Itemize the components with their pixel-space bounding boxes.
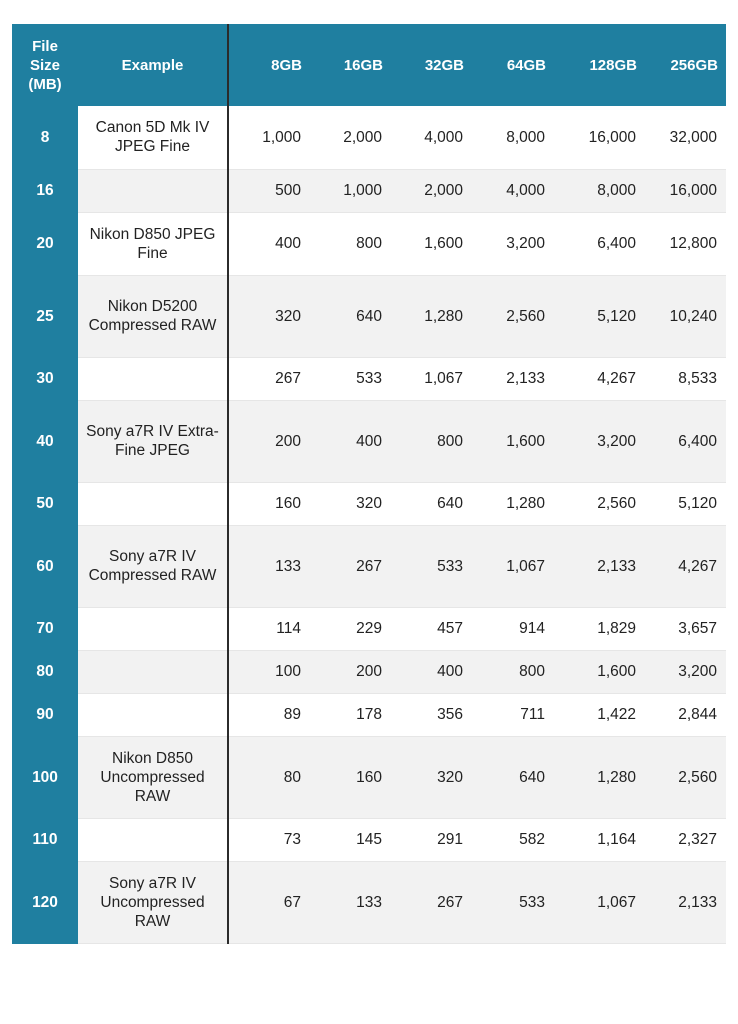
photo-count-cell: 133 — [228, 525, 310, 607]
photo-count-cell: 2,560 — [554, 482, 645, 525]
header-card-32gb: 32GB — [424, 56, 464, 74]
photo-count-cell: 4,267 — [645, 525, 726, 607]
photo-count-cell: 160 — [228, 482, 310, 525]
example-cell: Canon 5D Mk IV JPEG Fine — [78, 106, 228, 169]
table-row — [12, 275, 726, 357]
example-cell — [78, 818, 228, 861]
photo-count-cell: 1,067 — [554, 861, 645, 943]
header-file-size: File Size (MB) — [28, 37, 62, 93]
photo-count-cell: 533 — [391, 525, 472, 607]
photo-count-cell: 1,067 — [391, 357, 472, 400]
photo-count-cell: 1,280 — [554, 736, 645, 818]
header-example: Example — [78, 24, 228, 106]
photo-count-cell: 640 — [310, 275, 391, 357]
header-card-16gb: 16GB — [343, 56, 383, 74]
photo-count-cell: 5,120 — [645, 482, 726, 525]
photo-count-cell: 160 — [310, 736, 391, 818]
table-row — [12, 106, 726, 169]
example-cell: Sony a7R IV Extra-Fine JPEG — [78, 400, 228, 482]
photo-count-cell: 582 — [472, 818, 554, 861]
photo-count-cell: 1,164 — [554, 818, 645, 861]
photo-count-cell: 2,000 — [310, 106, 391, 169]
example-cell — [78, 607, 228, 650]
photo-count-cell: 8,000 — [472, 106, 554, 169]
photo-capacity-table — [12, 24, 726, 944]
photo-count-cell: 200 — [228, 400, 310, 482]
photo-count-cell: 1,000 — [310, 169, 391, 212]
example-cell — [78, 482, 228, 525]
header-card-64gb: 64GB — [506, 56, 546, 74]
photo-count-cell: 1,422 — [554, 693, 645, 736]
file-size-cell: 70 — [12, 607, 78, 650]
photo-count-cell: 1,280 — [472, 482, 554, 525]
table-row — [12, 693, 726, 736]
photo-count-cell: 89 — [228, 693, 310, 736]
photo-count-cell: 800 — [391, 400, 472, 482]
photo-count-cell: 500 — [228, 169, 310, 212]
photo-count-cell: 533 — [310, 357, 391, 400]
photo-count-cell: 145 — [310, 818, 391, 861]
example-cell — [78, 693, 228, 736]
photo-count-cell: 6,400 — [554, 212, 645, 275]
header-row — [12, 24, 726, 106]
table-row — [12, 357, 726, 400]
photo-count-cell: 356 — [391, 693, 472, 736]
photo-count-cell: 4,000 — [472, 169, 554, 212]
photo-count-cell: 80 — [228, 736, 310, 818]
table-row — [12, 400, 726, 482]
photo-count-cell: 4,000 — [391, 106, 472, 169]
photo-count-cell: 1,600 — [554, 650, 645, 693]
photo-count-cell: 400 — [310, 400, 391, 482]
photo-count-cell: 640 — [391, 482, 472, 525]
example-cell — [78, 169, 228, 212]
photo-count-cell: 267 — [228, 357, 310, 400]
photo-count-cell: 711 — [472, 693, 554, 736]
photo-count-cell: 2,560 — [645, 736, 726, 818]
photo-count-cell: 457 — [391, 607, 472, 650]
file-size-cell: 90 — [12, 693, 78, 736]
photo-count-cell: 320 — [391, 736, 472, 818]
example-cell: Nikon D5200 Compressed RAW — [78, 275, 228, 357]
photo-count-cell: 800 — [310, 212, 391, 275]
photo-count-cell: 8,000 — [554, 169, 645, 212]
table-row — [12, 525, 726, 607]
photo-count-cell: 32,000 — [645, 106, 726, 169]
file-size-cell: 20 — [12, 212, 78, 275]
file-size-cell: 80 — [12, 650, 78, 693]
photo-count-cell: 267 — [310, 525, 391, 607]
file-size-cell: 30 — [12, 357, 78, 400]
photo-count-cell: 2,000 — [391, 169, 472, 212]
photo-count-cell: 178 — [310, 693, 391, 736]
table-row — [12, 169, 726, 212]
photo-count-cell: 229 — [310, 607, 391, 650]
photo-count-cell: 2,327 — [645, 818, 726, 861]
table-row — [12, 212, 726, 275]
photo-count-cell: 67 — [228, 861, 310, 943]
photo-count-cell: 3,200 — [645, 650, 726, 693]
photo-count-cell: 2,133 — [472, 357, 554, 400]
photo-count-cell: 1,600 — [391, 212, 472, 275]
file-size-cell: 8 — [12, 106, 78, 169]
photo-count-cell: 6,400 — [645, 400, 726, 482]
photo-count-cell: 400 — [391, 650, 472, 693]
photo-count-cell: 133 — [310, 861, 391, 943]
file-size-cell: 110 — [12, 818, 78, 861]
file-size-cell: 50 — [12, 482, 78, 525]
file-size-cell: 25 — [12, 275, 78, 357]
table-row — [12, 818, 726, 861]
table-row — [12, 736, 726, 818]
photo-count-cell: 12,800 — [645, 212, 726, 275]
photo-count-cell: 533 — [472, 861, 554, 943]
photo-count-cell: 4,267 — [554, 357, 645, 400]
header-card-128gb: 128GB — [589, 56, 637, 74]
photo-count-cell: 1,600 — [472, 400, 554, 482]
example-cell: Sony a7R IV Uncompressed RAW — [78, 861, 228, 943]
table-row — [12, 861, 726, 943]
file-size-cell: 60 — [12, 525, 78, 607]
photo-count-cell: 2,560 — [472, 275, 554, 357]
photo-count-cell: 3,200 — [554, 400, 645, 482]
photo-count-cell: 5,120 — [554, 275, 645, 357]
photo-count-cell: 10,240 — [645, 275, 726, 357]
photo-count-cell: 200 — [310, 650, 391, 693]
photo-count-cell: 1,000 — [228, 106, 310, 169]
example-cell — [78, 357, 228, 400]
file-size-cell: 120 — [12, 861, 78, 943]
photo-count-cell: 2,844 — [645, 693, 726, 736]
photo-count-cell: 2,133 — [554, 525, 645, 607]
photo-count-cell: 267 — [391, 861, 472, 943]
photo-count-cell: 400 — [228, 212, 310, 275]
photo-count-cell: 1,280 — [391, 275, 472, 357]
table-row — [12, 607, 726, 650]
photo-count-cell: 914 — [472, 607, 554, 650]
photo-count-cell: 16,000 — [554, 106, 645, 169]
example-cell — [78, 650, 228, 693]
photo-count-cell: 100 — [228, 650, 310, 693]
photo-count-cell: 8,533 — [645, 357, 726, 400]
example-cell: Nikon D850 Uncompressed RAW — [78, 736, 228, 818]
example-cell: Nikon D850 JPEG Fine — [78, 212, 228, 275]
table-row — [12, 650, 726, 693]
header-card-8gb: 8GB — [271, 56, 302, 74]
photo-count-cell: 1,829 — [554, 607, 645, 650]
photo-count-cell: 3,657 — [645, 607, 726, 650]
example-cell: Sony a7R IV Compressed RAW — [78, 525, 228, 607]
photo-count-cell: 114 — [228, 607, 310, 650]
photo-count-cell: 800 — [472, 650, 554, 693]
photo-count-cell: 73 — [228, 818, 310, 861]
table-row — [12, 482, 726, 525]
photo-count-cell: 2,133 — [645, 861, 726, 943]
photo-count-cell: 291 — [391, 818, 472, 861]
file-size-cell: 100 — [12, 736, 78, 818]
photo-count-cell: 16,000 — [645, 169, 726, 212]
photo-count-cell: 320 — [228, 275, 310, 357]
photo-count-cell: 3,200 — [472, 212, 554, 275]
header-card-256gb: 256GB — [670, 56, 718, 74]
photo-count-cell: 1,067 — [472, 525, 554, 607]
photo-count-cell: 320 — [310, 482, 391, 525]
file-size-cell: 40 — [12, 400, 78, 482]
photo-count-cell: 640 — [472, 736, 554, 818]
file-size-cell: 16 — [12, 169, 78, 212]
